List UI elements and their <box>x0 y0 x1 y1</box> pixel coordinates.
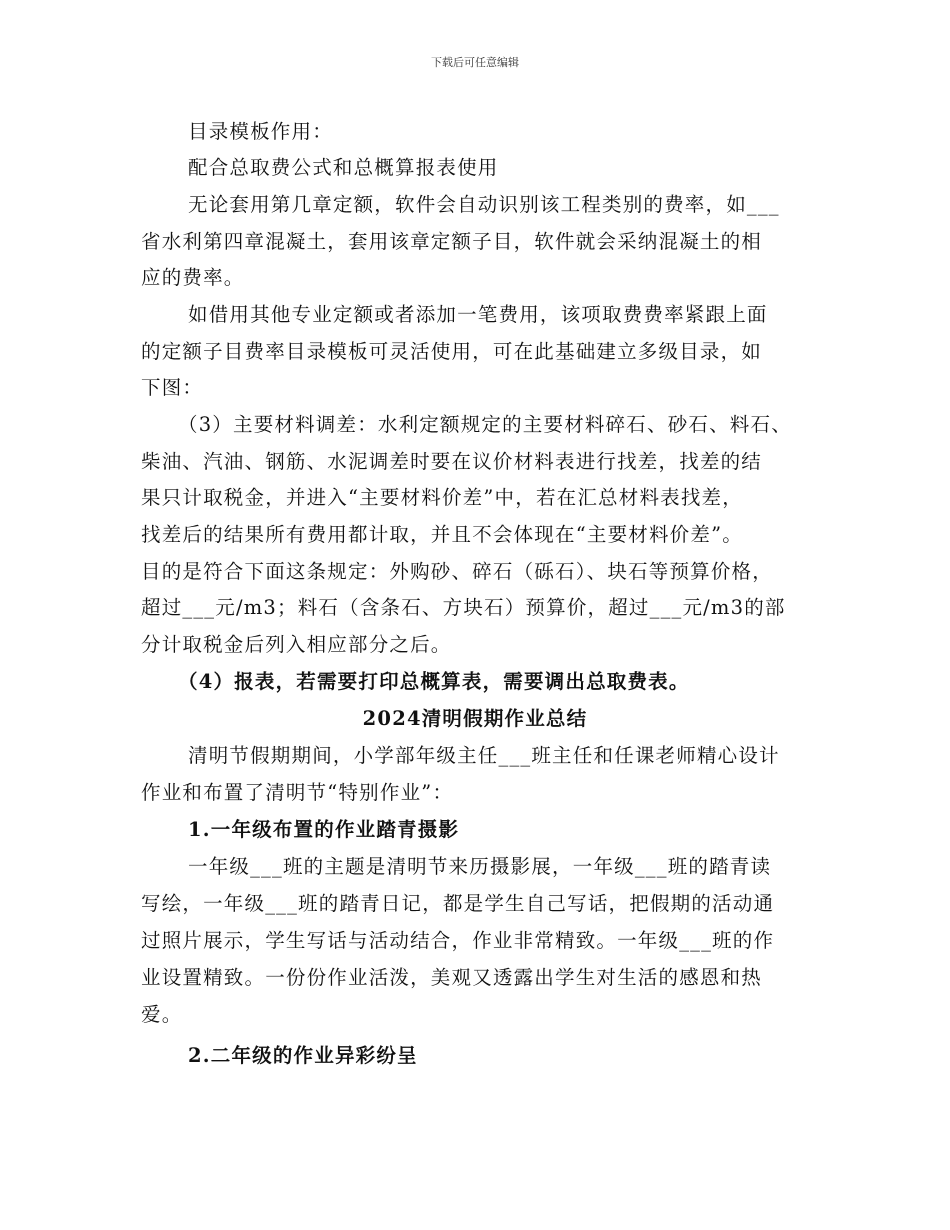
text-line: 如借用其他专业定额或者添加一笔费用，该项取费费率紧跟上面 <box>188 303 768 326</box>
text-line: 的定额子目费率目录模板可灵活使用，可在此基础建立多级目录，如 <box>141 340 763 363</box>
text-line: 柴油、汽油、钢筋、水泥调差时要在议价材料表进行找差，找差的结 <box>141 450 763 473</box>
text-line: 超过___元/m3；料石（含条石、方块石）预算价，超过___元/m3的部 <box>141 596 786 619</box>
text-line: 找差后的结果所有费用都计取，并且不会体现在“主要材料价差”。 <box>141 523 743 546</box>
text-line: 目录模板作用： <box>188 120 333 143</box>
text-line: 果只计取税金，并进入“主要材料价差”中，若在汇总材料表找差， <box>141 486 743 509</box>
text-line: 分计取税金后列入相应部分之后。 <box>141 633 452 656</box>
text-line: 省水利第四章混凝土，套用该章定额子目，软件就会采纳混凝土的相 <box>141 230 763 253</box>
heading-line: 2024清明假期作业总结 <box>362 707 588 730</box>
text-line: 过照片展示，学生写话与活动结合，作业非常精致。一年级___班的作 <box>141 929 775 952</box>
text-line: 业设置精致。一份份作业活泼，美观又透露出学生对生活的感恩和热 <box>141 966 763 989</box>
text-line: 应的费率。 <box>141 266 245 289</box>
heading-line: 2.二年级的作业异彩纷呈 <box>188 1044 418 1067</box>
text-line: 作业和布置了清明节“特别作业”： <box>141 781 454 804</box>
text-line: 下图： <box>141 376 204 399</box>
page-header: 下载后可任意编辑 <box>431 56 519 69</box>
text-line: （3）主要材料调差：水利定额规定的主要材料碎石、砂石、料石、 <box>178 413 792 436</box>
text-line: 一年级___班的主题是清明节来历摄影展，一年级___班的踏青读 <box>188 855 772 878</box>
text-line: 无论套用第几章定额，软件会自动识别该工程类别的费率，如___ <box>188 193 780 216</box>
text-line: 配合总取费公式和总概算报表使用 <box>188 156 499 179</box>
text-line: 清明节假期期间，小学部年级主任___班主任和任课老师精心设计 <box>188 744 780 767</box>
text-line: 目的是符合下面这条规定：外购砂、碎石（砾石）、块石等预算价格， <box>141 560 773 583</box>
heading-line: 1.一年级布置的作业踏青摄影 <box>188 818 460 841</box>
text-line: 写绘，一年级___班的踏青日记，都是学生自己写话，把假期的活动通 <box>141 892 775 915</box>
heading-line: （4）报表，若需要打印总概算表，需要调出总取费表。 <box>178 670 690 693</box>
text-line: 爱。 <box>141 1003 183 1026</box>
